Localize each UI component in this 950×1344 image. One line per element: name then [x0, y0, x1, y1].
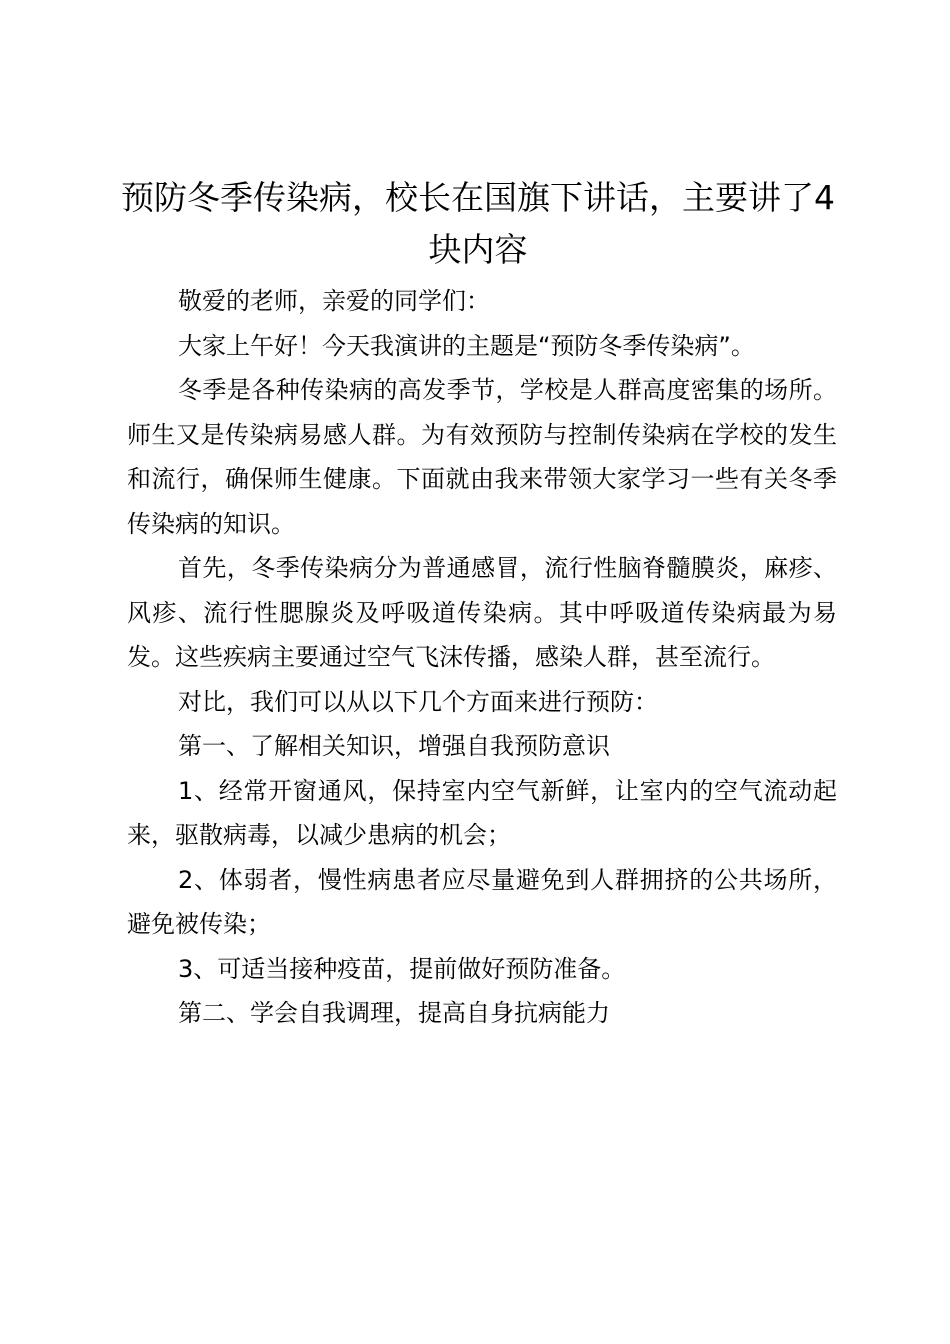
paragraph-section-one-heading: 第一、了解相关知识，增强自我预防意识 — [178, 732, 610, 760]
paragraph-item-two: 2、体弱者，慢性病患者应尽量避免到人群拥挤的公共场所，避免被传染； — [127, 865, 837, 938]
paragraph-item-one: 1、经常开窗通风，保持室内空气新鲜，让室内的空气流动起来，驱散病毒，以减少患病的机会； — [127, 776, 837, 849]
paragraph-greeting: 敬爱的老师，亲爱的同学们： — [178, 287, 490, 315]
paragraph-opening: 大家上午好！今天我演讲的主题是“预防冬季传染病”。 — [178, 331, 755, 360]
paragraph-introduction: 冬季是各种传染病的高发季节，学校是人群高度密集的场所。师生又是传染病易感人群。为有效预防与控制传染病在学校的发生和流行，确保师生健康。下面就由我来带领大家学习一些有关冬季传染病的知识。 — [127, 376, 837, 538]
paragraph-item-three: 3、可适当接种疫苗，提前做好预防准备。 — [178, 954, 626, 983]
document-body — [127, 279, 837, 1036]
document-title: 预防冬季传染病，校长在国旗下讲话，主要讲了4块内容 — [121, 178, 835, 269]
paragraph-prevention-intro: 对比，我们可以从以下几个方面来进行预防： — [178, 687, 658, 716]
paragraph-disease-types: 首先，冬季传染病分为普通感冒，流行性脑脊髓膜炎，麻疹、风疹、流行性腮腺炎及呼吸道传染病。其中呼吸道传染病最为易发。这些疾病主要通过空气飞沫传播，感染人群，甚至流行。 — [127, 554, 837, 671]
paragraph-section-two-heading: 第二、学会自我调理，提高自身抗病能力 — [178, 999, 610, 1027]
